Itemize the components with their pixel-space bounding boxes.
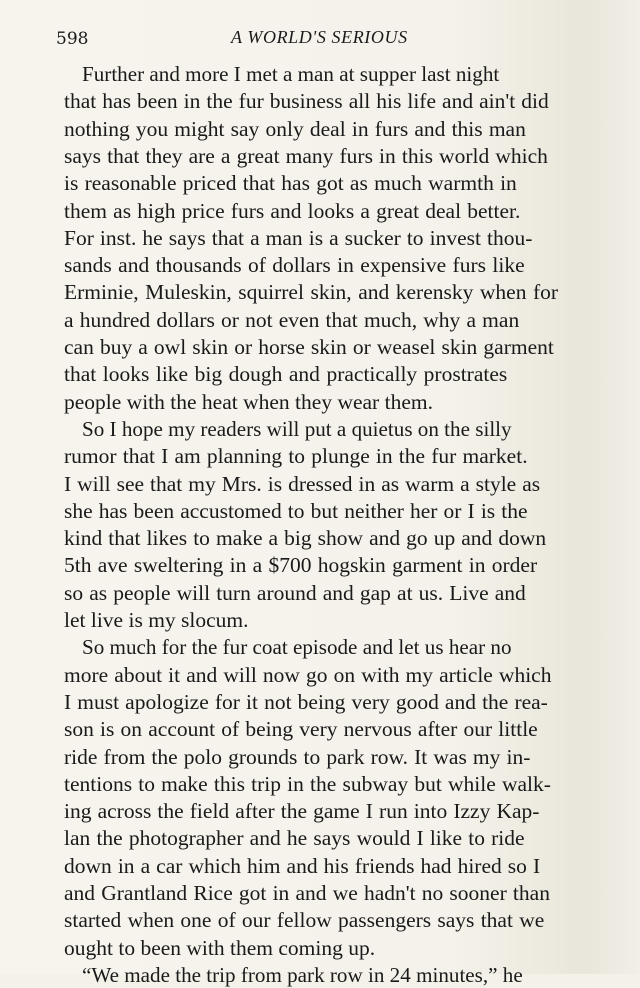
text-line: son is on account of being very nervous after our little [64, 717, 538, 742]
text-line: 5th ave sweltering in a $700 hogskin garment in order [64, 553, 538, 578]
text-line: people with the heat when they wear them. [64, 389, 433, 414]
text-line: that looks like big dough and practically prostrates [64, 362, 508, 387]
running-title: A WORLD'S SERIOUS [231, 27, 408, 47]
text-line: ought to been with them coming up. [64, 935, 376, 960]
text-line: and Grantland Rice got in and we hadn't no sooner than [64, 881, 550, 905]
page-header [56, 24, 616, 58]
text-line: tentions to make this trip in the subway but while walk- [64, 771, 551, 796]
text-line: a hundred dollars or not even that much, why a man [64, 307, 520, 332]
text-line: For inst. he says that a man is a sucker to invest thou- [64, 225, 533, 250]
text-line: ing across the field after the game I run into Izzy Kap- [64, 799, 540, 824]
text-line: nothing you might say only deal in furs and this man [64, 116, 526, 141]
text-line: ride from the polo grounds to park row. It was my in- [64, 744, 531, 769]
text-line: started when one of our fellow passengers says that we [64, 908, 545, 933]
text-line: let live is my slocum. [64, 608, 249, 632]
paragraph-first-line: Further and more I met a man at supper last night [82, 62, 500, 86]
text-line: so as people will turn around and gap at us. Live and [64, 580, 526, 605]
text-line: down in a car which him and his friends had hired so I [64, 853, 541, 878]
text-line: kind that likes to make a big show and go up and down [64, 526, 547, 551]
text-line: I will see that my Mrs. is dressed in as warm a style as [64, 471, 541, 496]
text-line: more about it and will now go on with my article which [64, 662, 552, 687]
text-line: rumor that I am planning to plunge in the fur market. [64, 444, 528, 469]
text-line: them as high price furs and looks a great deal better. [64, 198, 521, 223]
text-line: lan the photographer and he says would I like to ride [64, 826, 525, 851]
text-line: says that they are a great many furs in this world which [64, 143, 548, 168]
text-line: is reasonable priced that has got as much warmth in [64, 171, 517, 196]
paragraph-first-line: “We made the trip from park row in 24 minutes,” he [82, 962, 523, 987]
page-number: 598 [56, 29, 89, 49]
text-line: she has been accustomed to but neither her or I is the [64, 498, 528, 523]
paragraph-first-line: So much for the fur coat episode and let us hear no [82, 635, 512, 660]
text-line: Erminie, Muleskin, squirrel skin, and kerensky when for [64, 280, 559, 305]
text-line: sands and thousands of dollars in expensive furs like [64, 253, 525, 278]
text-line: can buy a owl skin or horse skin or weasel skin garment [64, 335, 554, 359]
text-line: that has been in the fur business all his life and ain't did [64, 89, 549, 114]
text-line: I must apologize for it not being very good and the rea- [64, 689, 548, 714]
paragraph-first-line: So I hope my readers will put a quietus on the silly [82, 416, 512, 441]
